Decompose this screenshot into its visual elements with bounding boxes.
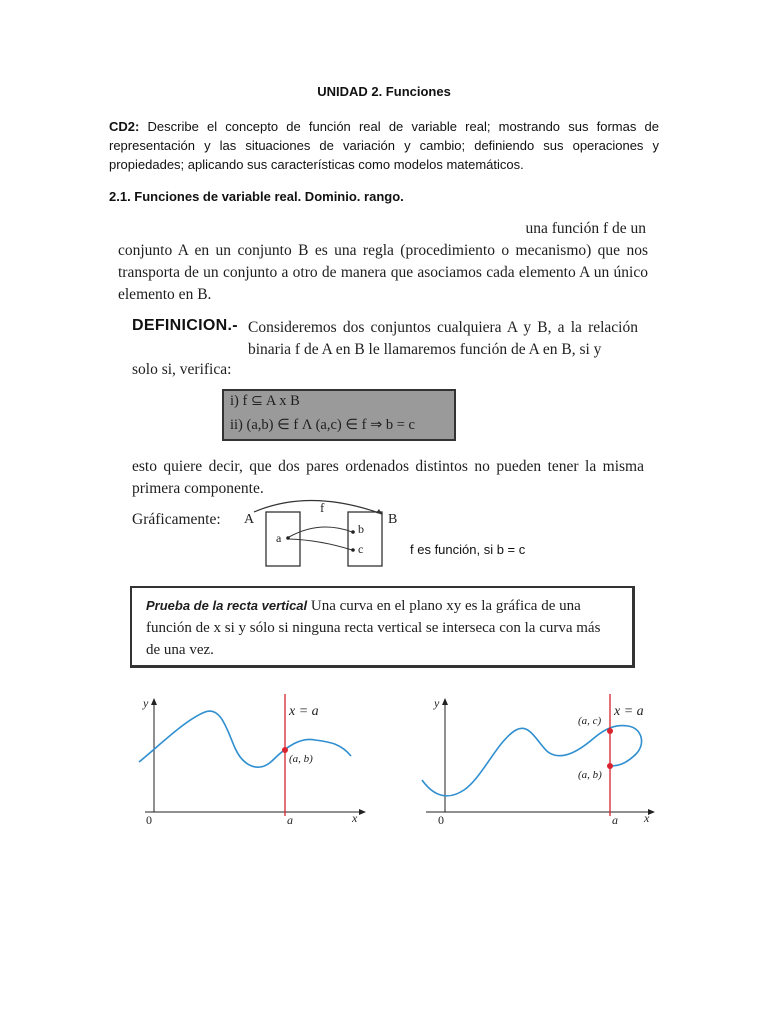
- y-axis-label: y: [434, 696, 440, 710]
- intro-paragraph: [118, 218, 648, 306]
- element-a-label: a: [276, 531, 282, 545]
- element-c-label: c: [358, 542, 364, 556]
- vertical-test-heading: Prueba de la recta vertical: [146, 598, 308, 613]
- x-axis-label: x: [352, 811, 358, 825]
- section-heading: 2.1. Funciones de variable real. Dominio. rango.: [109, 189, 404, 204]
- competency-paragraph: [109, 117, 659, 174]
- explanation-paragraph: esto quiere decir, que dos pares ordenados distintos no pueden tener la misma primera componente.: [132, 458, 644, 497]
- a-tick-label: a: [612, 813, 618, 827]
- intersection-point-top: [607, 728, 613, 734]
- mapping-label: f: [320, 500, 325, 515]
- condition-1: i) f ⊆ A x B: [230, 393, 300, 409]
- curve: [422, 726, 642, 796]
- element-c-dot: [351, 548, 355, 552]
- intro-first-line: una función f de un: [525, 220, 646, 237]
- intro-rest: conjunto A en un conjunto B es una regla (procedimiento o mecanismo) que nos transporta de un conjunto a otro de manera que asociamos cada elemento A un único elemento en B.: [118, 242, 648, 303]
- vertical-line-label: x = a: [289, 704, 319, 719]
- graph-not-function: [420, 690, 658, 830]
- function-diagram: [240, 498, 410, 580]
- set-b-label: B: [388, 512, 398, 527]
- x-axis-label: x: [644, 811, 650, 825]
- graphic-label: Gráficamente:: [132, 511, 221, 528]
- competency-label: CD2:: [109, 119, 140, 134]
- definition-tail: solo si, verifica:: [132, 361, 232, 378]
- element-b-label: b: [358, 522, 364, 536]
- element-b-dot: [351, 530, 355, 534]
- point-label: (a, b): [289, 753, 313, 765]
- vertical-test-body: Una curva en el plano xy es la gráfica de una función de x si y sólo si ninguna recta vertical se interseca con la curva más de una vez.: [146, 598, 601, 658]
- arrow-to-c: [289, 539, 352, 550]
- set-a-label: A: [244, 512, 255, 527]
- vertical-line-label: x = a: [614, 704, 644, 719]
- a-tick-label: a: [287, 813, 293, 827]
- arrow-to-b: [289, 527, 352, 537]
- function-caption: f es función, si b = c: [410, 542, 526, 557]
- y-axis-arrow: [442, 698, 448, 705]
- graph-function: [135, 690, 367, 830]
- point-bottom-label: (a, b): [578, 769, 602, 781]
- vertical-test-text: [146, 595, 616, 661]
- curve: [139, 711, 351, 767]
- y-axis-arrow: [151, 698, 157, 705]
- condition-2: ii) (a,b) ∈ f Λ (a,c) ∈ f ⇒ b = c: [230, 417, 415, 433]
- point-top-label: (a, c): [578, 715, 602, 727]
- definition-heading: DEFINICION.-: [132, 317, 238, 334]
- y-axis-label: y: [143, 696, 149, 710]
- intersection-point: [282, 747, 288, 753]
- set-b-box: [348, 512, 382, 566]
- origin-label: 0: [438, 813, 444, 827]
- origin-label: 0: [146, 813, 152, 827]
- page-title: UNIDAD 2. Funciones: [317, 84, 451, 99]
- definition-body: Consideremos dos conjuntos cualquiera A y B, a la relación binaria f de A en B le llamaremos función de A en B, si y: [248, 319, 638, 358]
- intersection-point-bottom: [607, 763, 613, 769]
- competency-text: Describe el concepto de función real de variable real; mostrando sus formas de representación y las situaciones de variación y cambio; definiendo sus operaciones y propiedades; aplicando sus características como modelos matemáticos.: [109, 119, 659, 172]
- x-axis-arrow: [359, 809, 366, 815]
